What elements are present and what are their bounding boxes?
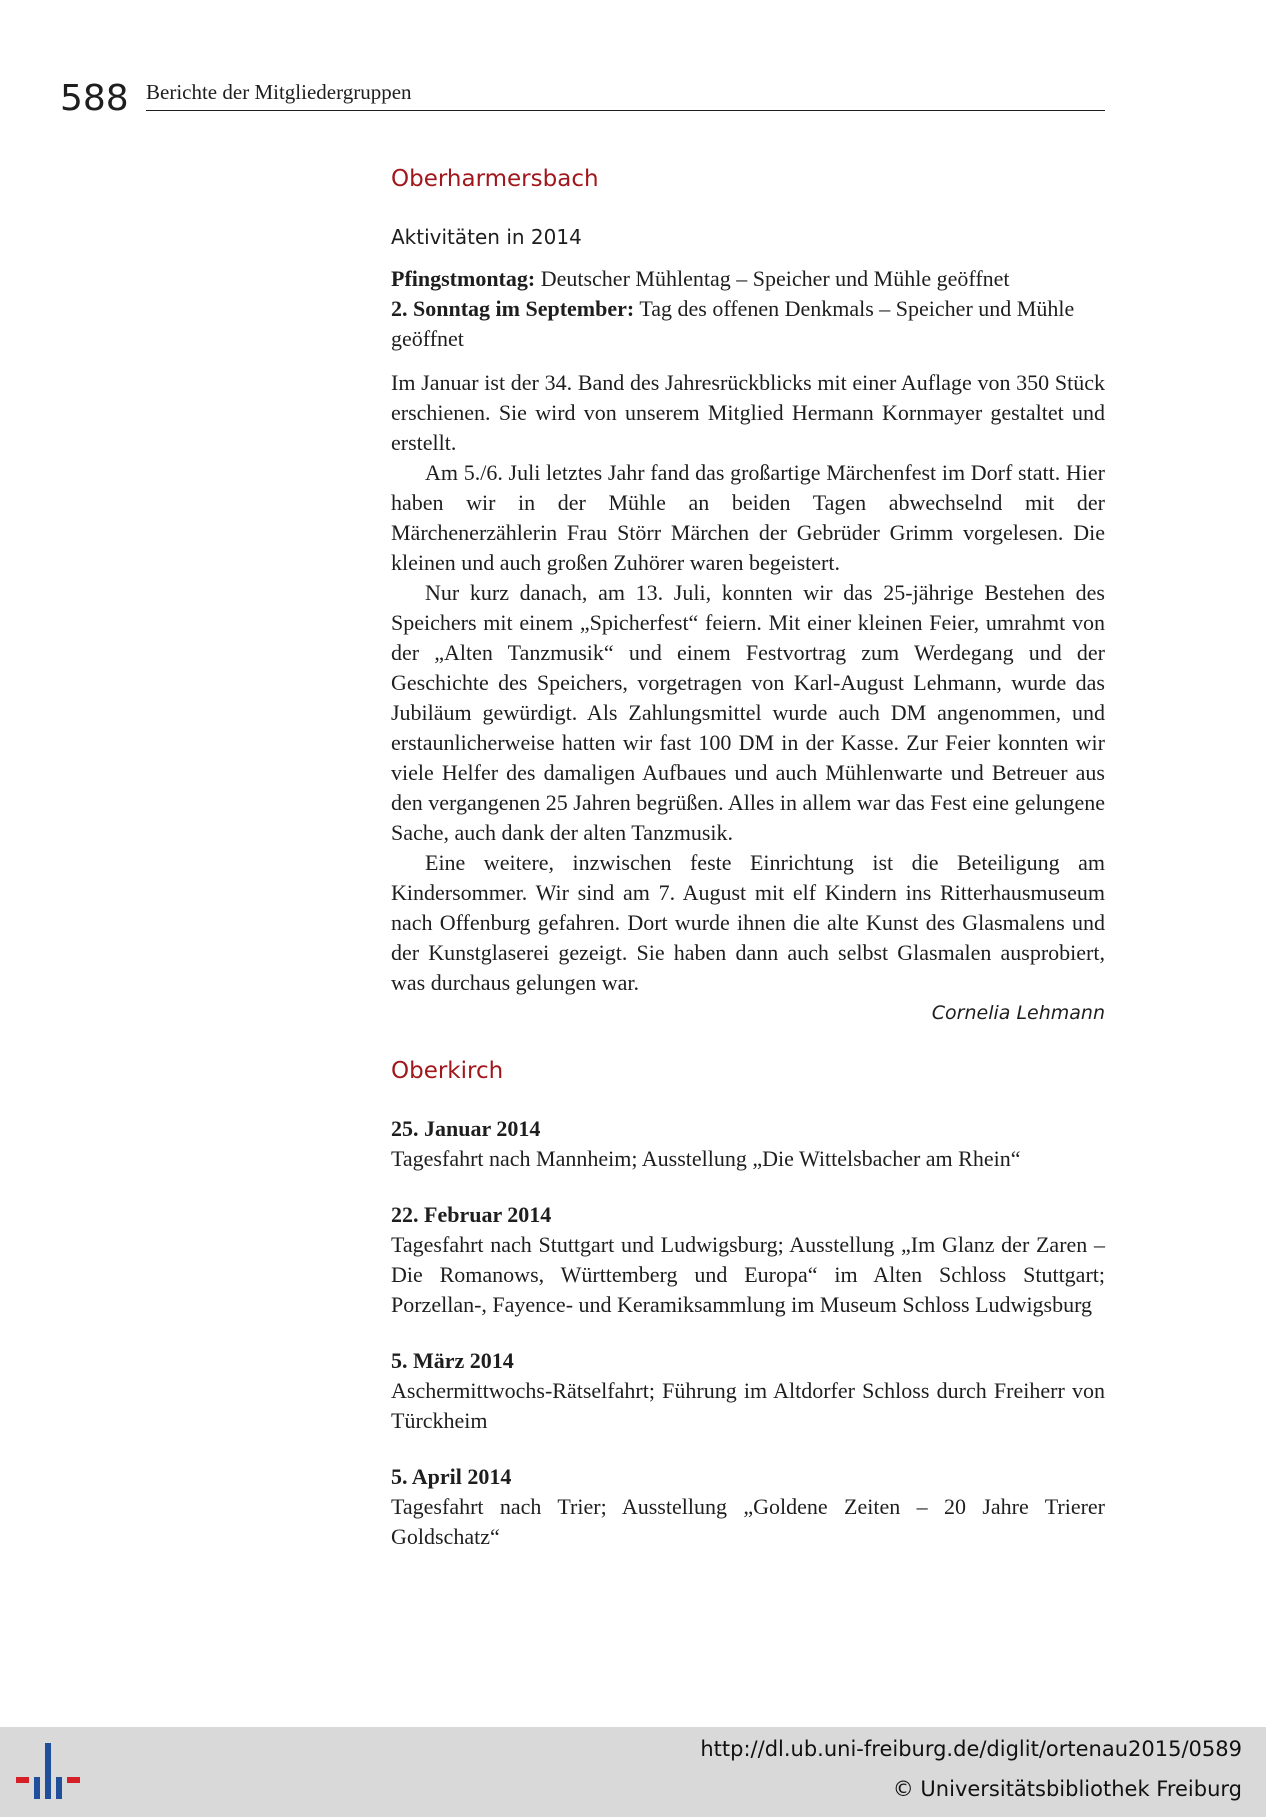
paragraph: Im Januar ist der 34. Band des Jahresrückblicks mit einer Auflage von 350 Stück erschienen. Sie wird von unserem Mitglied Hermann Kornmayer gestaltet und erstellt.: [391, 370, 1105, 455]
document-url-link[interactable]: http://dl.ub.uni-freiburg.de/diglit/ortenau2015/0589: [700, 1737, 1242, 1761]
library-footer: [0, 1727, 1266, 1817]
author-signature: Cornelia Lehmann: [931, 1002, 1105, 1024]
schedule-text: Tag des offenen Denkmals – Speicher und Mühle geöffnet: [391, 296, 1075, 351]
section-title-oberkirch: Oberkirch: [391, 1058, 504, 1084]
event-date: 5. April 2014: [391, 1464, 512, 1489]
schedule-label: 2. Sonntag im September:: [391, 296, 635, 321]
event-entry: [391, 1114, 1105, 1174]
event-description: Aschermittwochs-Rätselfahrt; Führung im Altdorfer Schloss durch Freiherr von Türckheim: [391, 1378, 1105, 1433]
event-entry: [391, 1462, 1105, 1552]
event-description: Tagesfahrt nach Mannheim; Ausstellung „Die Wittelsbacher am Rhein“: [391, 1146, 1021, 1171]
page-number: 588: [60, 78, 129, 119]
event-description: Tagesfahrt nach Trier; Ausstellung „Goldene Zeiten – 20 Jahre Trierer Goldschatz“: [391, 1494, 1105, 1549]
ub-freiburg-logo-icon: [16, 1741, 80, 1803]
main-content: [391, 164, 1105, 1578]
paragraph: Am 5./6. Juli letztes Jahr fand das großartige Märchenfest im Dorf statt. Hier haben wir in der Mühle an beiden Tagen abwechselnd mit der Märchenerzählerin Frau Störr Märchen der Gebrüder Grimm vorgelesen. Die kleinen und auch großen Zuhörer waren begeistert.: [391, 460, 1105, 575]
running-head: Berichte der Mitgliedergruppen: [146, 80, 412, 104]
schedule-item: [391, 294, 1105, 354]
event-date: 22. Februar 2014: [391, 1202, 552, 1227]
schedule-list: [391, 264, 1105, 354]
event-date: 5. März 2014: [391, 1348, 514, 1373]
schedule-label: Pfingstmontag:: [391, 266, 536, 291]
section-subhead: Aktivitäten in 2014: [391, 225, 582, 249]
copyright-notice: © Universitätsbibliothek Freiburg: [892, 1777, 1242, 1801]
section-title-oberharmersbach: Oberharmersbach: [391, 166, 599, 192]
event-date: 25. Januar 2014: [391, 1116, 541, 1141]
paragraph: Nur kurz danach, am 13. Juli, konnten wir das 25-jährige Bestehen des Speichers mit einem „Spicherfest“ feiern. Mit einer kleinen Feier, umrahmt von der „Alten Tanzmusik“ und einem Festvortrag zum Werdegang und der Geschichte des Speichers, vorgetragen von Karl-August Lehmann, wurde das Jubiläum gewürdigt. Als Zahlungsmittel wurde auch DM angenommen, und erstaunlicherweise hatten wir fast 100 DM in der Kasse. Zur Feier konnten wir viele Helfer des damaligen Aufbaues und auch Mühlenwarte und Betreuer aus den vergangenen 25 Jahren begrüßen. Alles in allem war das Fest eine gelungene Sache, auch dank der alten Tanzmusik.: [391, 580, 1105, 845]
schedule-text: Deutscher Mühlentag – Speicher und Mühle geöffnet: [535, 266, 1010, 291]
event-description: Tagesfahrt nach Stuttgart und Ludwigsburg; Ausstellung „Im Glanz der Zaren – Die Romanows, Württemberg und Europa“ im Alten Schloss Stuttgart; Porzellan-, Fayence- und Keramiksammlung im Museum Schloss Ludwigsburg: [391, 1232, 1105, 1317]
paragraph: Eine weitere, inzwischen feste Einrichtung ist die Beteiligung am Kindersommer. Wir sind am 7. August mit elf Kindern ins Ritterhausmuseum nach Offenburg gefahren. Dort wurde ihnen die alte Kunst des Glasmalens und der Kunstglaserei gezeigt. Sie haben dann auch selbst Glasmalen ausprobiert, was durchaus gelungen war.: [391, 850, 1105, 995]
schedule-item: [391, 264, 1105, 294]
event-entry: [391, 1346, 1105, 1436]
header-rule: [146, 110, 1105, 111]
event-entry: [391, 1200, 1105, 1320]
